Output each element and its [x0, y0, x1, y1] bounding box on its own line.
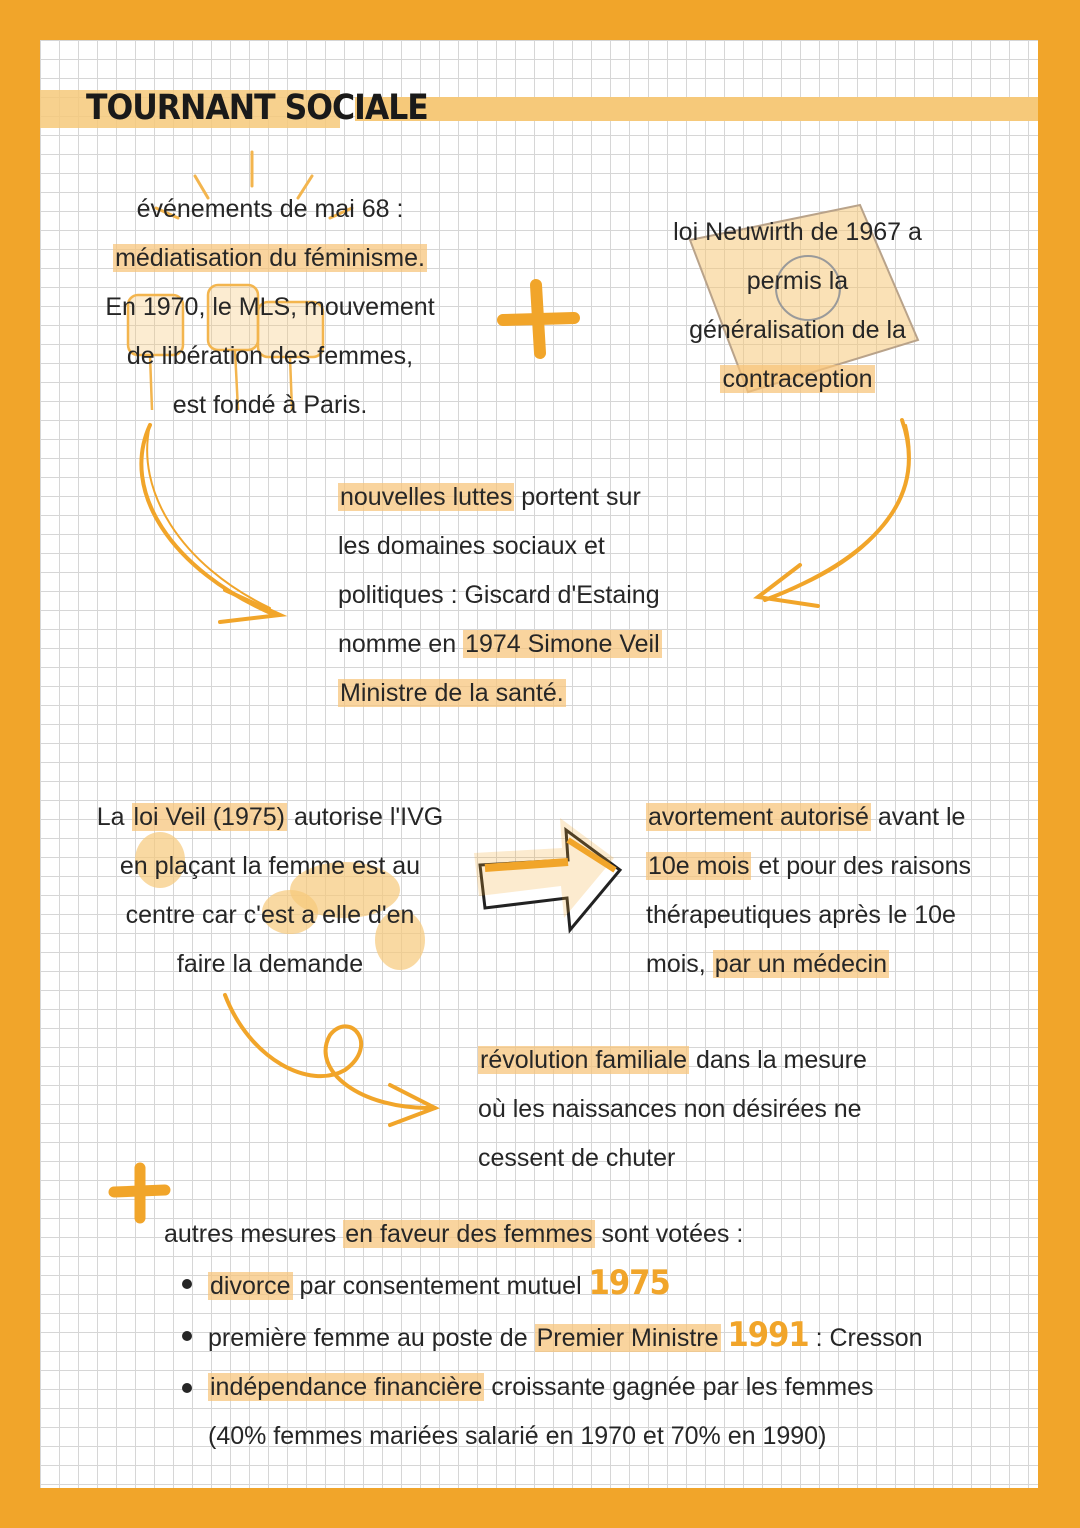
title-underline-bar	[355, 97, 1038, 121]
notebook-sheet	[40, 40, 1038, 1488]
block-mesures	[164, 1210, 1034, 1461]
big-right-arrow-icon	[474, 818, 620, 930]
mesures-intro-a: autres mesures	[164, 1220, 344, 1248]
item3-text: croissante gagnée par les femmes	[484, 1373, 874, 1401]
independance-highlight: indépendance financière	[210, 1373, 483, 1401]
item1-text: par consentement mutuel	[292, 1272, 589, 1300]
divorce-highlight: divorce	[210, 1272, 291, 1300]
loiveil-line3: centre car c'est a elle d'en	[125, 901, 415, 929]
block-revolution	[478, 1036, 948, 1183]
neuwirth-line1: loi Neuwirth de 1967 a	[673, 218, 922, 246]
revolution-line3: cessent de chuter	[478, 1144, 676, 1172]
simone-veil-highlight: 1974 Simone Veil	[465, 630, 660, 658]
faveur-femmes-highlight: en faveur des femmes	[345, 1220, 593, 1248]
loop-arrow-icon	[225, 995, 435, 1125]
plus-icon-2	[114, 1168, 165, 1218]
dixieme-mois-highlight: 10e mois	[648, 852, 750, 880]
revolution-highlight: révolution familiale	[480, 1046, 688, 1074]
plus-icon	[503, 285, 574, 353]
list-item	[164, 1363, 1034, 1412]
loiveil-line1a: La	[96, 803, 132, 831]
loiveil-line4: faire la demande	[176, 950, 364, 978]
block-luttes	[338, 473, 758, 718]
mai68-line4: de libération des femmes,	[126, 342, 414, 370]
avortement-line2: et pour des raisons	[751, 852, 972, 880]
neuwirth-line2: permis la	[746, 267, 849, 295]
mai68-line3: En 1970, le MLS, mouvement	[105, 293, 435, 321]
neuwirth-highlight: contraception	[722, 365, 873, 393]
avortement-highlight: avortement autorisé	[648, 803, 869, 831]
luttes-line1: portent sur	[514, 483, 641, 511]
right-curved-arrow-icon	[758, 420, 910, 606]
page-title: TOURNANT SOCIALE	[86, 88, 428, 128]
block-neuwirth	[610, 208, 985, 404]
avortement-line4: mois,	[646, 950, 713, 978]
avortement-line3: thérapeutiques après le 10e	[646, 901, 956, 929]
loiveil-line1b: autorise l'IVG	[287, 803, 444, 831]
mesures-list	[164, 1259, 1034, 1461]
left-curved-arrow-icon	[141, 425, 280, 622]
neuwirth-line3: généralisation de la	[689, 316, 906, 344]
luttes-line2: les domaines sociaux et	[338, 532, 605, 560]
item3-line2: (40% femmes mariées salarié en 1970 et 70% en 1990)	[208, 1422, 827, 1450]
luttes-line4: nomme en	[338, 630, 464, 658]
year-1991: 1991	[727, 1315, 809, 1355]
block-mai68	[70, 185, 470, 430]
luttes-highlight: nouvelles luttes	[340, 483, 513, 511]
mesures-intro-b: sont votées :	[594, 1220, 744, 1248]
revolution-line2: où les naissances non désirées ne	[478, 1095, 862, 1123]
mai68-line5: est fondé à Paris.	[172, 391, 368, 419]
revolution-line1: dans la mesure	[689, 1046, 867, 1074]
item2-text: première femme au poste de	[208, 1324, 535, 1352]
item2-end: : Cresson	[808, 1324, 923, 1352]
premier-ministre-highlight: Premier Ministre	[536, 1324, 719, 1352]
list-item	[164, 1259, 1034, 1311]
loi-veil-highlight: loi Veil (1975)	[133, 803, 285, 831]
list-item-continuation	[164, 1412, 1034, 1461]
loiveil-line2: en plaçant la femme est au	[119, 852, 421, 880]
block-avortement	[646, 793, 1036, 989]
mai68-line1: événements de mai 68 :	[136, 195, 404, 223]
mai68-highlight: médiatisation du féminisme.	[115, 244, 425, 272]
medecin-highlight: par un médecin	[714, 950, 888, 978]
avortement-line1: avant le	[870, 803, 966, 831]
year-1975: 1975	[588, 1263, 670, 1303]
luttes-line3: politiques : Giscard d'Estaing	[338, 581, 660, 609]
ministre-highlight: Ministre de la santé.	[340, 679, 564, 707]
list-item	[164, 1311, 1034, 1363]
block-loi-veil	[70, 793, 470, 989]
